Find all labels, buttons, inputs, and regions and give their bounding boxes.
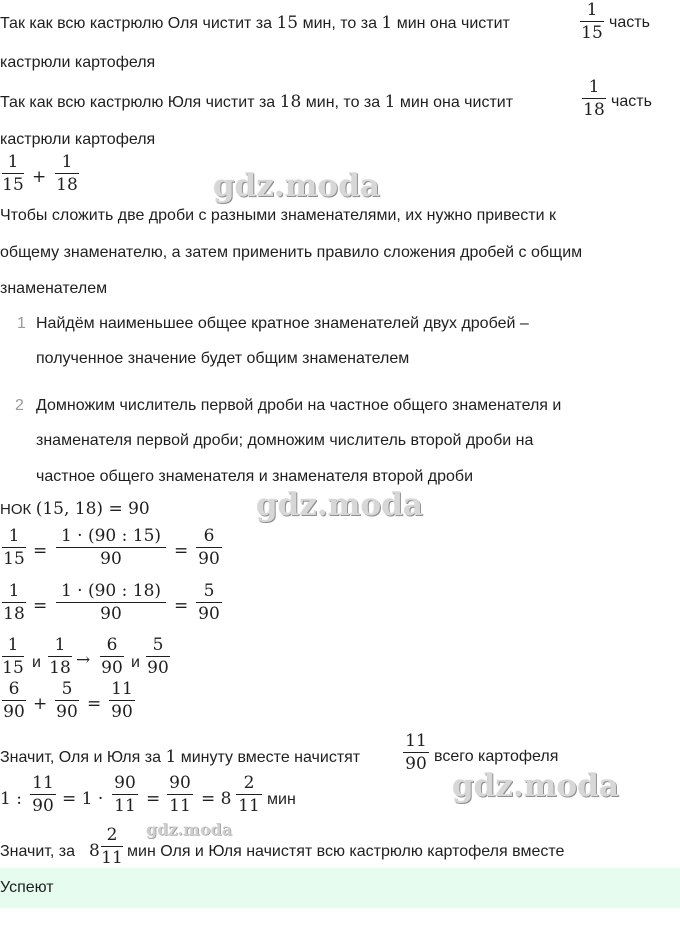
fraction bbox=[109, 679, 135, 722]
text-fragment: мин, то за bbox=[305, 94, 381, 111]
fraction-denominator: 90 bbox=[56, 702, 78, 723]
fraction-denominator: 18 bbox=[3, 604, 25, 625]
watermark-logo: gdz.moda bbox=[146, 820, 233, 839]
nok-label: НОК bbox=[0, 501, 32, 518]
math-expression: 1 : bbox=[0, 789, 22, 809]
fraction-denominator: 90 bbox=[147, 658, 169, 679]
list-item-number: 1 bbox=[17, 315, 26, 332]
unit-label: мин bbox=[267, 791, 296, 808]
fraction bbox=[56, 581, 166, 624]
fraction-numerator: 1 bbox=[588, 77, 600, 97]
fraction-numerator: 2 bbox=[106, 825, 118, 845]
fraction-numerator: 6 bbox=[203, 526, 215, 546]
fraction-bar bbox=[112, 794, 138, 795]
fraction-bar bbox=[167, 794, 193, 795]
fraction-bar bbox=[2, 602, 26, 603]
math-expression: = 8 bbox=[201, 789, 232, 809]
text-fragment: минуту вместе начистят bbox=[180, 749, 361, 766]
list-item-text: знаменателя первой дроби; домножим числитель второй дроби на bbox=[36, 432, 534, 449]
fraction-numerator: 1 bbox=[61, 152, 73, 172]
text-fragment: часть bbox=[611, 93, 652, 110]
fraction-bar bbox=[2, 656, 24, 657]
watermark-logo: gdz.moda bbox=[452, 768, 619, 804]
fraction-denominator: 90 bbox=[111, 702, 133, 723]
fraction bbox=[196, 581, 222, 624]
paragraph-line: знаменателем bbox=[0, 280, 108, 297]
fraction-denominator: 90 bbox=[3, 702, 25, 723]
fraction-numerator: 5 bbox=[61, 679, 73, 699]
math-number: 18 bbox=[279, 92, 302, 112]
fraction bbox=[2, 679, 26, 722]
fraction-numerator: 11 bbox=[32, 773, 54, 793]
fraction bbox=[112, 773, 138, 816]
equals-sign: = bbox=[87, 694, 102, 714]
fraction-denominator: 15 bbox=[3, 549, 25, 570]
fraction-bar bbox=[2, 700, 26, 701]
fraction-denominator: 15 bbox=[2, 175, 24, 196]
fraction-numerator: 1 · (90 : 15) bbox=[60, 526, 162, 546]
math-number: 1 bbox=[165, 747, 177, 767]
fraction bbox=[2, 635, 24, 678]
text-fragment: мин, то за bbox=[302, 15, 377, 32]
list-item-text: Домножим числитель первой дроби на частное общего знаменателя и bbox=[36, 397, 562, 414]
fraction-denominator: 90 bbox=[101, 658, 123, 679]
math-number: 1 bbox=[381, 13, 393, 33]
equals-sign: = bbox=[174, 596, 189, 616]
fraction-bar bbox=[403, 752, 429, 753]
fraction-denominator: 11 bbox=[169, 796, 191, 817]
text-fragment: часть bbox=[609, 14, 650, 31]
fraction-denominator: 90 bbox=[32, 796, 54, 817]
fraction-denominator: 18 bbox=[583, 100, 605, 121]
text-fragment: мин она чистит bbox=[396, 15, 510, 32]
fraction-numerator: 1 bbox=[586, 0, 598, 20]
fraction bbox=[100, 635, 124, 678]
fraction-denominator: 18 bbox=[49, 658, 71, 679]
fraction-numerator: 1 · (90 : 18) bbox=[60, 581, 162, 601]
fraction-bar bbox=[2, 173, 24, 174]
fraction-denominator: 11 bbox=[101, 848, 123, 869]
fraction-bar bbox=[2, 547, 26, 548]
conjunction-text: и bbox=[32, 654, 41, 671]
fraction-bar bbox=[236, 794, 262, 795]
fraction-bar bbox=[56, 547, 166, 548]
fraction-numerator: 2 bbox=[243, 773, 255, 793]
fraction bbox=[2, 581, 26, 624]
text-fragment: Так как всю кастрюлю Юля чистит за bbox=[0, 94, 276, 111]
fraction-bar bbox=[582, 98, 606, 99]
fraction bbox=[2, 152, 24, 195]
fraction bbox=[580, 0, 604, 43]
fraction-bar bbox=[101, 846, 123, 847]
fraction bbox=[196, 526, 222, 569]
fraction bbox=[167, 773, 193, 816]
text-fragment: Так как всю кастрюлю Оля чистит за bbox=[0, 15, 273, 32]
answer-box bbox=[0, 868, 680, 908]
plus-sign: + bbox=[33, 694, 48, 714]
text-fragment: мин она чистит bbox=[399, 94, 514, 111]
fraction-numerator: 1 bbox=[8, 526, 20, 546]
list-item-text: полученное значение будет общим знаменателем bbox=[36, 350, 410, 367]
math-number: 1 bbox=[384, 92, 396, 112]
paragraph-line: Чтобы сложить две дроби с разными знаменателями, их нужно привести к bbox=[0, 207, 557, 224]
fraction-numerator: 6 bbox=[106, 635, 118, 655]
text-line bbox=[0, 747, 360, 768]
fraction bbox=[30, 773, 56, 816]
fraction bbox=[236, 773, 262, 816]
text-line: кастрюли картофеля bbox=[0, 54, 156, 71]
fraction-bar bbox=[56, 602, 166, 603]
conjunction-text: и bbox=[131, 654, 140, 671]
fraction-denominator: 18 bbox=[56, 175, 78, 196]
fraction-bar bbox=[55, 700, 79, 701]
fraction bbox=[101, 825, 123, 868]
text-fragment: мин Оля и Юля начистят всю кастрюлю картофеля вместе bbox=[127, 843, 565, 860]
paragraph-line: общему знаменателю, а затем применить правило сложения дробей с общим bbox=[0, 244, 583, 261]
fraction-numerator: 5 bbox=[152, 635, 164, 655]
fraction bbox=[146, 635, 170, 678]
arrow-icon: → bbox=[76, 650, 91, 670]
fraction bbox=[56, 526, 166, 569]
fraction bbox=[55, 152, 79, 195]
fraction-denominator: 11 bbox=[238, 796, 260, 817]
math-number: 15 bbox=[276, 13, 299, 33]
plus-sign: + bbox=[32, 167, 47, 187]
equals-sign: = bbox=[33, 541, 48, 561]
text-fragment: Значит, Оля и Юля за bbox=[0, 749, 161, 766]
math-expression: = 1 · bbox=[62, 789, 104, 809]
fraction-denominator: 90 bbox=[405, 754, 427, 775]
equals-sign: = bbox=[174, 541, 189, 561]
nok-expression: (15, 18) = 90 bbox=[35, 499, 150, 519]
equals-sign: = bbox=[146, 789, 161, 809]
fraction-bar bbox=[55, 173, 79, 174]
fraction-numerator: 6 bbox=[8, 679, 20, 699]
fraction-bar bbox=[196, 602, 222, 603]
fraction-bar bbox=[30, 794, 56, 795]
fraction-denominator: 90 bbox=[100, 604, 122, 625]
equals-sign: = bbox=[33, 596, 48, 616]
fraction-numerator: 1 bbox=[7, 152, 19, 172]
fraction-denominator: 15 bbox=[581, 23, 603, 44]
fraction-numerator: 90 bbox=[114, 773, 136, 793]
text-fragment: Значит, за bbox=[0, 843, 75, 860]
fraction-numerator: 90 bbox=[169, 773, 191, 793]
list-item-number: 2 bbox=[15, 397, 24, 414]
list-item-text: частное общего знаменателя и знаменателя второй дроби bbox=[36, 468, 474, 485]
fraction-denominator: 90 bbox=[198, 549, 220, 570]
fraction-bar bbox=[196, 547, 222, 548]
fraction-numerator: 11 bbox=[405, 731, 427, 751]
fraction bbox=[48, 635, 72, 678]
answer-text: Успеют bbox=[0, 879, 54, 896]
fraction bbox=[582, 77, 606, 120]
fraction-bar bbox=[146, 656, 170, 657]
nok-line bbox=[0, 499, 150, 520]
fraction-bar bbox=[48, 656, 72, 657]
fraction-numerator: 1 bbox=[54, 635, 66, 655]
fraction-bar bbox=[100, 656, 124, 657]
watermark-logo: gdz.moda bbox=[213, 168, 380, 204]
text-fragment: всего картофеля bbox=[434, 748, 559, 765]
fraction bbox=[55, 679, 79, 722]
fraction-numerator: 1 bbox=[8, 581, 20, 601]
fraction-numerator: 11 bbox=[111, 679, 133, 699]
fraction-bar bbox=[580, 21, 604, 22]
fraction bbox=[403, 731, 429, 774]
fraction-denominator: 90 bbox=[100, 549, 122, 570]
fraction-denominator: 90 bbox=[198, 604, 220, 625]
math-number: 8 bbox=[89, 841, 100, 861]
text-line: кастрюли картофеля bbox=[0, 131, 156, 148]
fraction-bar bbox=[109, 700, 135, 701]
text-line bbox=[0, 13, 510, 34]
watermark-logo: gdz.moda bbox=[256, 487, 423, 523]
fraction-denominator: 15 bbox=[2, 658, 24, 679]
fraction bbox=[2, 526, 26, 569]
fraction-numerator: 5 bbox=[203, 581, 215, 601]
fraction-numerator: 1 bbox=[7, 635, 19, 655]
text-line bbox=[0, 92, 513, 113]
list-item-text: Найдём наименьшее общее кратное знаменателей двух дробей – bbox=[36, 315, 529, 332]
fraction-denominator: 11 bbox=[114, 796, 136, 817]
